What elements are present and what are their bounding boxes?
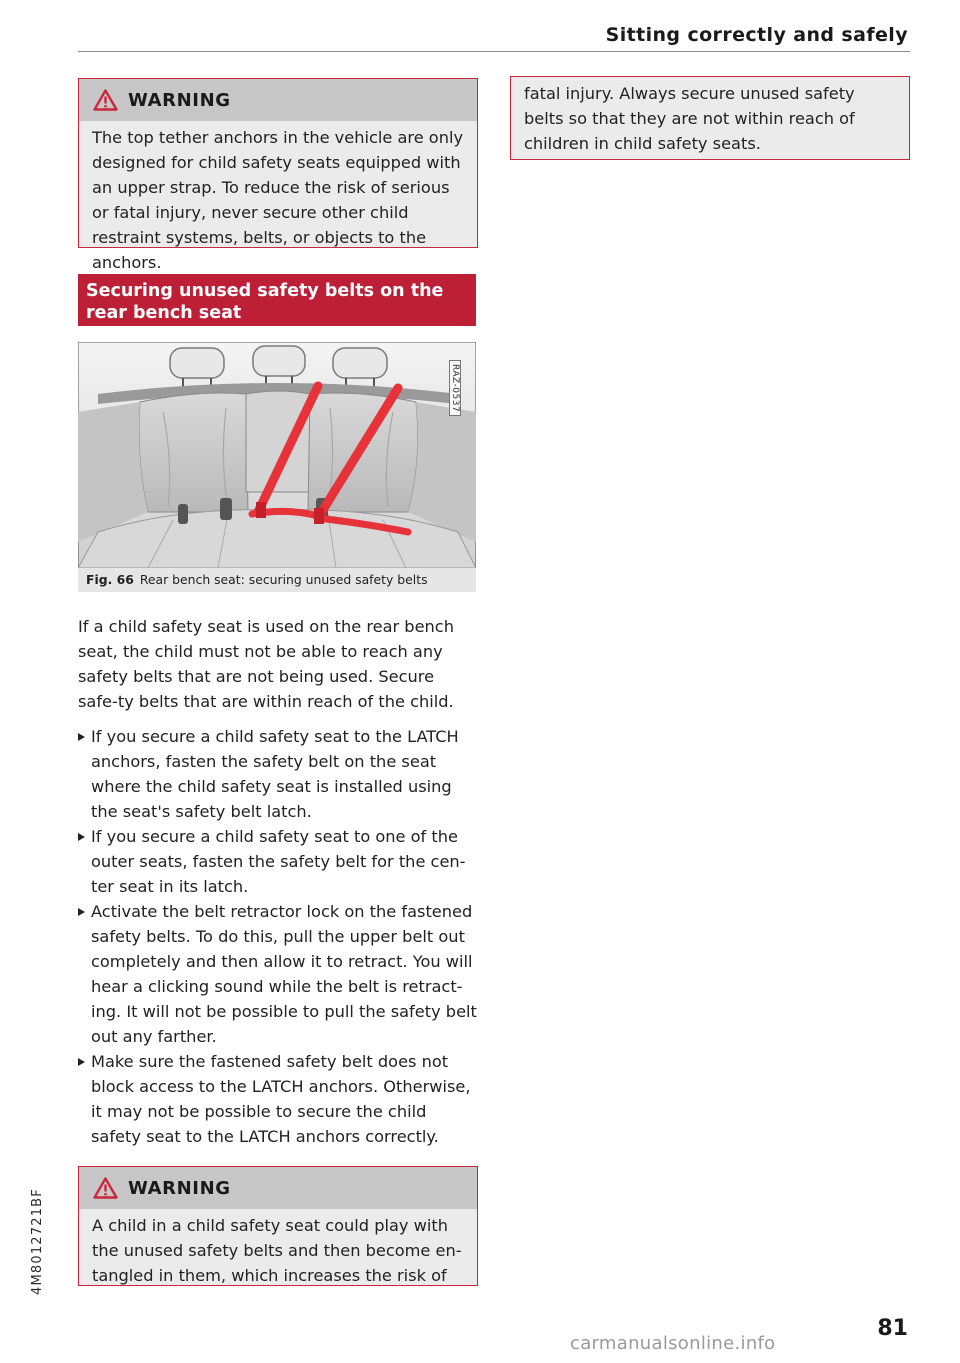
caption-text: Rear bench seat: securing unused safety belts	[139, 572, 428, 587]
list-item: If you secure a child safety seat to one of the outer seats, fasten the safety belt for the cen-ter seat in its latch.	[78, 824, 478, 899]
warning-header	[79, 1167, 477, 1209]
watermark: carmanualsonline.info	[570, 1333, 776, 1354]
list-item: Activate the belt retractor lock on the fastened safety belts. To do this, pull the upper belt out completely and then allow it to retract. You will hear a clicking sound while the belt is retract-ing. It will not be possible to pull the safety belt out any farther.	[78, 899, 478, 1049]
page-number: 81	[877, 1316, 908, 1341]
warning-box-unused-belts	[78, 1166, 478, 1286]
instruction-list	[78, 724, 478, 1149]
section-heading: Securing unused safety belts on the rear bench seat	[78, 274, 476, 326]
bullet-triangle-icon	[78, 1058, 85, 1066]
figure-caption	[78, 568, 476, 592]
document-code: 4M8012721BF	[30, 1188, 45, 1295]
list-item: If you secure a child safety seat to the LATCH anchors, fasten the safety belt on the seat where the child safety seat is installed using the seat's safety belt latch.	[78, 724, 478, 824]
warning-text: The top tether anchors in the vehicle are only designed for child safety seats equipped with an upper strap. To reduce the risk of serious or fatal injury, never secure other child restraint systems, belts, or objects to the anchors.	[92, 128, 464, 272]
warning-box-continued	[510, 76, 910, 160]
warning-text: A child in a child safety seat could play with the unused safety belts and then become en-tangled in them, which increases the risk of	[92, 1216, 462, 1285]
warning-label: WARNING	[128, 1177, 231, 1199]
figure-id: RAZ-0537	[449, 360, 461, 416]
warning-label: WARNING	[128, 89, 231, 111]
bullet-triangle-icon	[78, 733, 85, 741]
bullet-triangle-icon	[78, 908, 85, 916]
warning-header	[79, 79, 477, 121]
header-divider	[78, 51, 910, 52]
figure-rear-bench	[78, 342, 476, 592]
warning-triangle-icon	[93, 1177, 118, 1199]
list-item: Make sure the fastened safety belt does not block access to the LATCH anchors. Otherwise, it may not be possible to secure the child safety seat to the LATCH anchors correctly.	[78, 1049, 478, 1149]
rear-bench-seat-illustration	[78, 342, 476, 568]
intro-paragraph: If a child safety seat is used on the rear bench seat, the child must not be able to reach any safety belts that are not being used. Secure safe-ty belts that are within reach of the child.	[78, 617, 454, 711]
caption-number: Fig. 66	[86, 572, 134, 587]
bullet-triangle-icon	[78, 833, 85, 841]
warning-text: fatal injury. Always secure unused safety belts so that they are not within reach of children in child safety seats.	[524, 84, 855, 153]
warning-triangle-icon	[93, 89, 118, 111]
warning-box-tether	[78, 78, 478, 272]
running-header: Sitting correctly and safely	[605, 24, 908, 46]
